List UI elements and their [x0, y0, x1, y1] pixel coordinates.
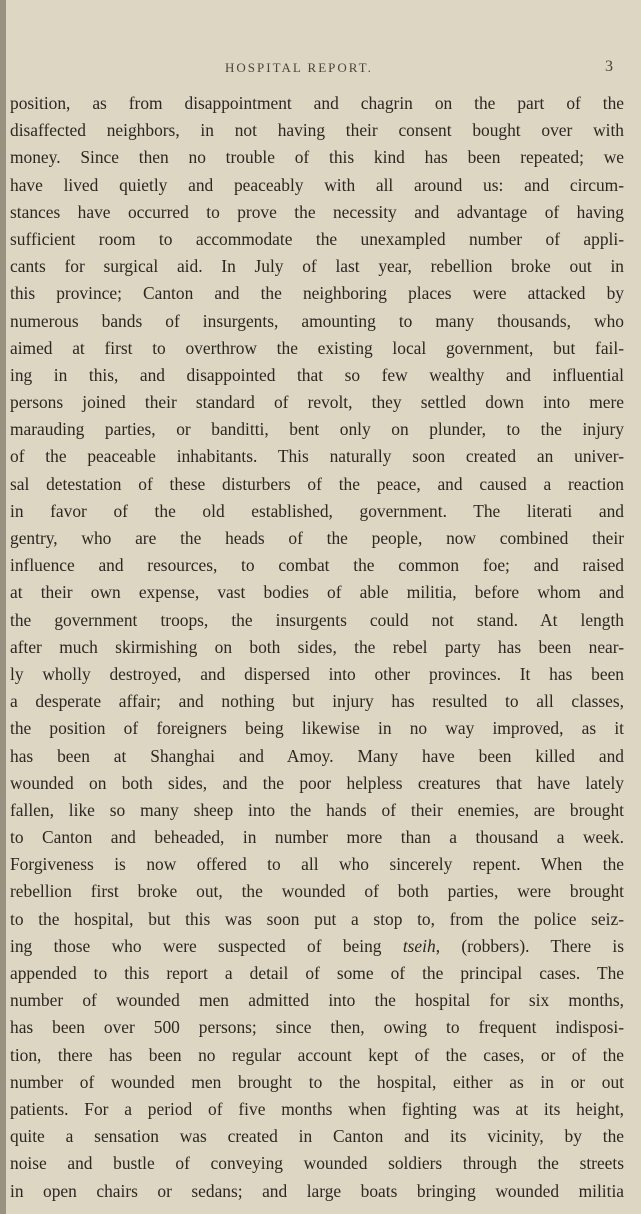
text-line: stances have occurred to prove the necessity and advantage of having	[10, 201, 624, 222]
text-line: numerous bands of insurgents, amounting to many thousands, who	[10, 310, 624, 331]
text-line: cants for surgical aid. In July of last year, rebellion broke out in	[10, 256, 624, 277]
text-line: gentry, who are the heads of the people, now combined their	[10, 528, 624, 548]
text-line: have lived quietly and peaceably with all around us: and circum-	[10, 174, 624, 195]
text-line: to Canton and beheaded, in number more than a thousand a week.	[10, 827, 624, 848]
text-line: the government troops, the insurgents could not stand. At length	[10, 609, 624, 630]
page-number: 3	[605, 58, 613, 75]
text-line: sufficient room to accommodate the unexampled number of appli-	[10, 228, 624, 249]
text-line: after much skirmishing on both sides, the rebel party has been near-	[10, 636, 624, 657]
text-line: number of wounded men admitted into the hospital for six months,	[10, 990, 624, 1011]
text-line: patients. For a period of five months when fighting was at its height,	[10, 1098, 624, 1119]
text-line: rebellion first broke out, the wounded of both parties, were brought	[10, 881, 624, 902]
text-line: money. Since then no trouble of this kind has been repeated; we	[10, 147, 624, 168]
text-line: this province; Canton and the neighboring places were attacked by	[10, 283, 624, 304]
text-line: fallen, like so many sheep into the hands of their enemies, are brought	[10, 799, 624, 820]
text-line: position, as from disappointment and chagrin on the part of the	[10, 93, 624, 113]
text-segment: ing those who were suspected of being	[10, 935, 403, 956]
text-line: the position of foreigners being likewise in no way improved, as it	[10, 718, 624, 739]
text-line: wounded on both sides, and the poor helpless creatures that have lately	[10, 772, 624, 793]
text-line	[10, 933, 624, 960]
text-line: has been at Shanghai and Amoy. Many have been killed and	[10, 745, 624, 766]
text-line: sal detestation of these disturbers of the peace, and caused a reaction	[10, 473, 624, 494]
text-line: has been over 500 persons; since then, owing to frequent indisposi-	[10, 1017, 624, 1038]
text-line: a desperate affair; and nothing but injury has resulted to all classes,	[10, 691, 624, 712]
text-line: quite a sensation was created in Canton and its vicinity, by the	[10, 1126, 624, 1147]
text-line: disaffected neighbors, in not having their consent bought over with	[10, 120, 624, 141]
text-line: Forgiveness is now offered to all who sincerely repent. When the	[10, 854, 624, 875]
text-line: aimed at first to overthrow the existing local government, but fail-	[10, 337, 624, 358]
text-line: at their own expense, vast bodies of able militia, before whom and	[10, 582, 624, 603]
text-line: influence and resources, to combat the common foe; and raised	[10, 555, 624, 576]
text-line: number of wounded men brought to the hospital, either as in or out	[10, 1071, 624, 1092]
text-line: tion, there has been no regular account kept of the cases, or of the	[10, 1044, 624, 1065]
text-line: marauding parties, or banditti, bent only on plunder, to the injury	[10, 419, 624, 440]
text-line: in open chairs or sedans; and large boats bringing wounded militia	[10, 1180, 624, 1201]
text-line: appended to this report a detail of some of the principal cases. The	[10, 963, 624, 983]
text-line: of the peaceable inhabitants. This naturally soon created an univer-	[10, 446, 624, 467]
text-line: to the hospital, but this was soon put a stop to, from the police seiz-	[10, 908, 624, 929]
running-title: HOSPITAL REPORT.	[225, 60, 373, 75]
running-head	[0, 60, 641, 80]
text-line: in favor of the old established, government. The literati and	[10, 500, 624, 521]
text-line: ing in this, and disappointed that so few wealthy and influential	[10, 364, 624, 385]
text-segment: , (robbers). There is	[435, 935, 624, 956]
page-spine-shadow	[0, 0, 6, 1214]
text-line: ly wholly destroyed, and dispersed into other provinces. It has been	[10, 663, 624, 684]
text-line: noise and bustle of conveying wounded soldiers through the streets	[10, 1153, 624, 1174]
text-line: persons joined their standard of revolt, they settled down into mere	[10, 392, 624, 413]
body-text	[10, 90, 624, 1205]
italic-term: tseih	[402, 935, 436, 956]
